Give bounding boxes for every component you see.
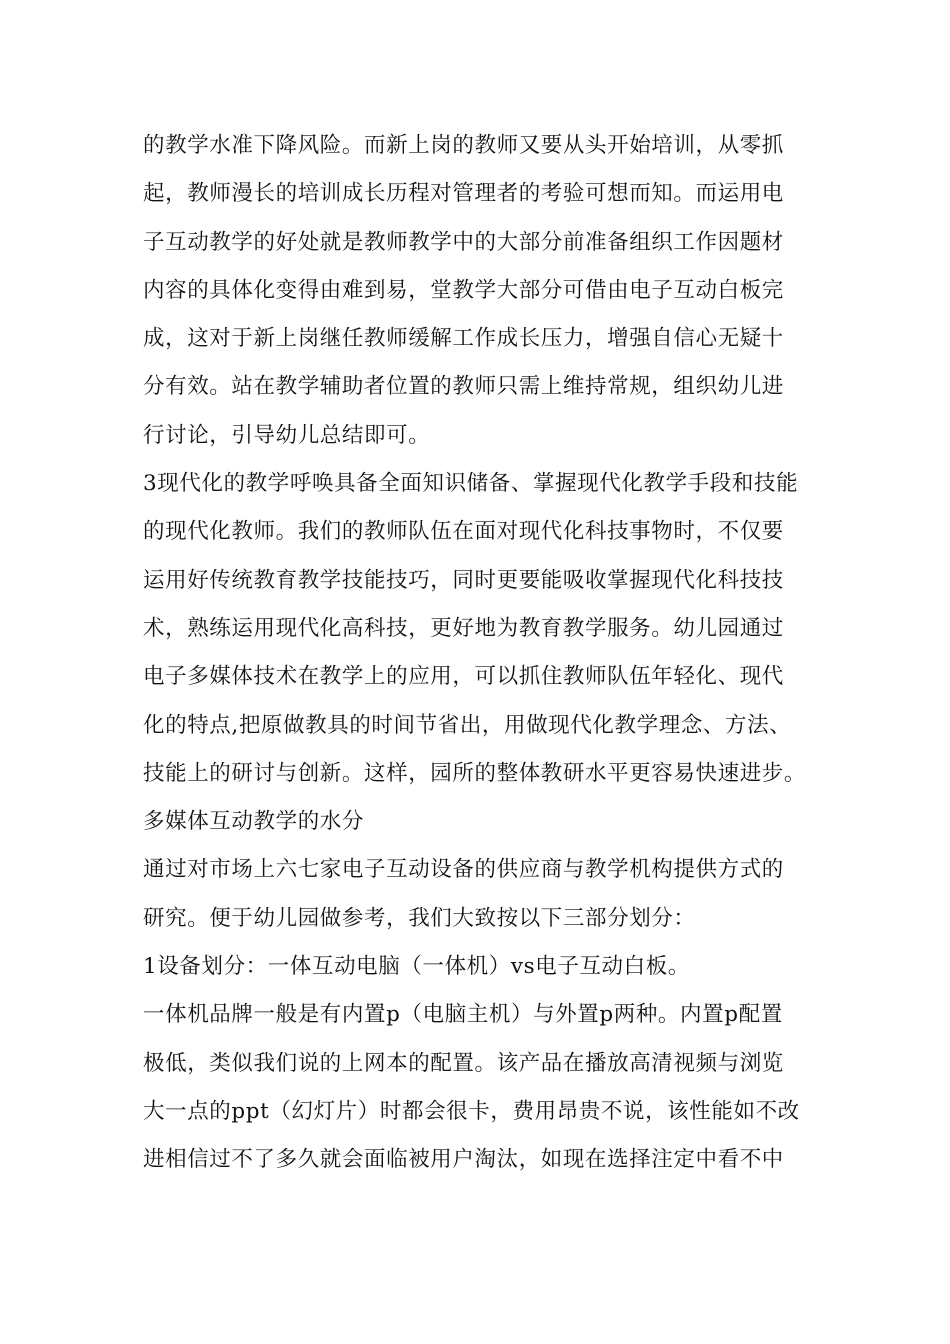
text-line: 电子多媒体技术在教学上的应用，可以抓住教师队伍年轻化、现代 — [143, 664, 784, 690]
text-line: 运用好传统教育教学技能技巧，同时更要能吸收掌握现代化科技技 — [143, 567, 784, 593]
text-line: 一体机品牌一般是有内置p（电脑主机）与外置p两种。内置p配置 — [143, 1002, 783, 1028]
text-line: 成，这对于新上岗继任教师缓解工作成长压力，增强自信心无疑十 — [143, 326, 784, 352]
document-body — [143, 122, 813, 1185]
text-line: 内容的具体化变得由难到易，堂教学大部分可借由电子互动白板完 — [143, 277, 784, 303]
text-line: 大一点的ppt（幻灯片）时都会很卡，费用昂贵不说，该性能如不改 — [143, 1098, 800, 1124]
text-line: 研究。便于幼儿园做参考，我们大致按以下三部分划分： — [143, 905, 696, 931]
section-heading: 多媒体互动教学的水分 — [143, 809, 365, 835]
text-line: 进相信过不了多久就会面临被用户淘汰，如现在选择注定中看不中 — [143, 1147, 784, 1173]
text-line: 行讨论，引导幼儿总结即可。 — [143, 422, 431, 448]
text-line: 极低，类似我们说的上网本的配置。该产品在播放高清视频与浏览 — [143, 1050, 784, 1076]
text-line: 起，教师漫长的培训成长历程对管理者的考验可想而知。而运用电 — [143, 181, 784, 207]
text-line: 技能上的研讨与创新。这样，园所的整体教研水平更容易快速进步。 — [143, 760, 807, 786]
text-line: 分有效。站在教学辅助者位置的教师只需上维持常规，组织幼儿进 — [143, 374, 784, 400]
text-line: 通过对市场上六七家电子互动设备的供应商与教学机构提供方式的 — [143, 857, 784, 883]
text-line: 子互动教学的好处就是教师教学中的大部分前准备组织工作因题材 — [143, 229, 784, 255]
text-line: 化的特点,把原做教具的时间节省出，用做现代化教学理念、方法、 — [143, 712, 792, 738]
text-line: 1设备划分：一体互动电脑（一体机）vs电子互动白板。 — [143, 954, 690, 980]
text-line: 术，熟练运用现代化高科技，更好地为教育教学服务。幼儿园通过 — [143, 615, 784, 641]
text-line: 的现代化教师。我们的教师队伍在面对现代化科技事物时，不仅要 — [143, 519, 784, 545]
text-line: 的教学水准下降风险。而新上岗的教师又要从头开始培训，从零抓 — [143, 133, 784, 158]
text-line: 3现代化的教学呼唤具备全面知识储备、掌握现代化教学手段和技能 — [143, 471, 799, 497]
